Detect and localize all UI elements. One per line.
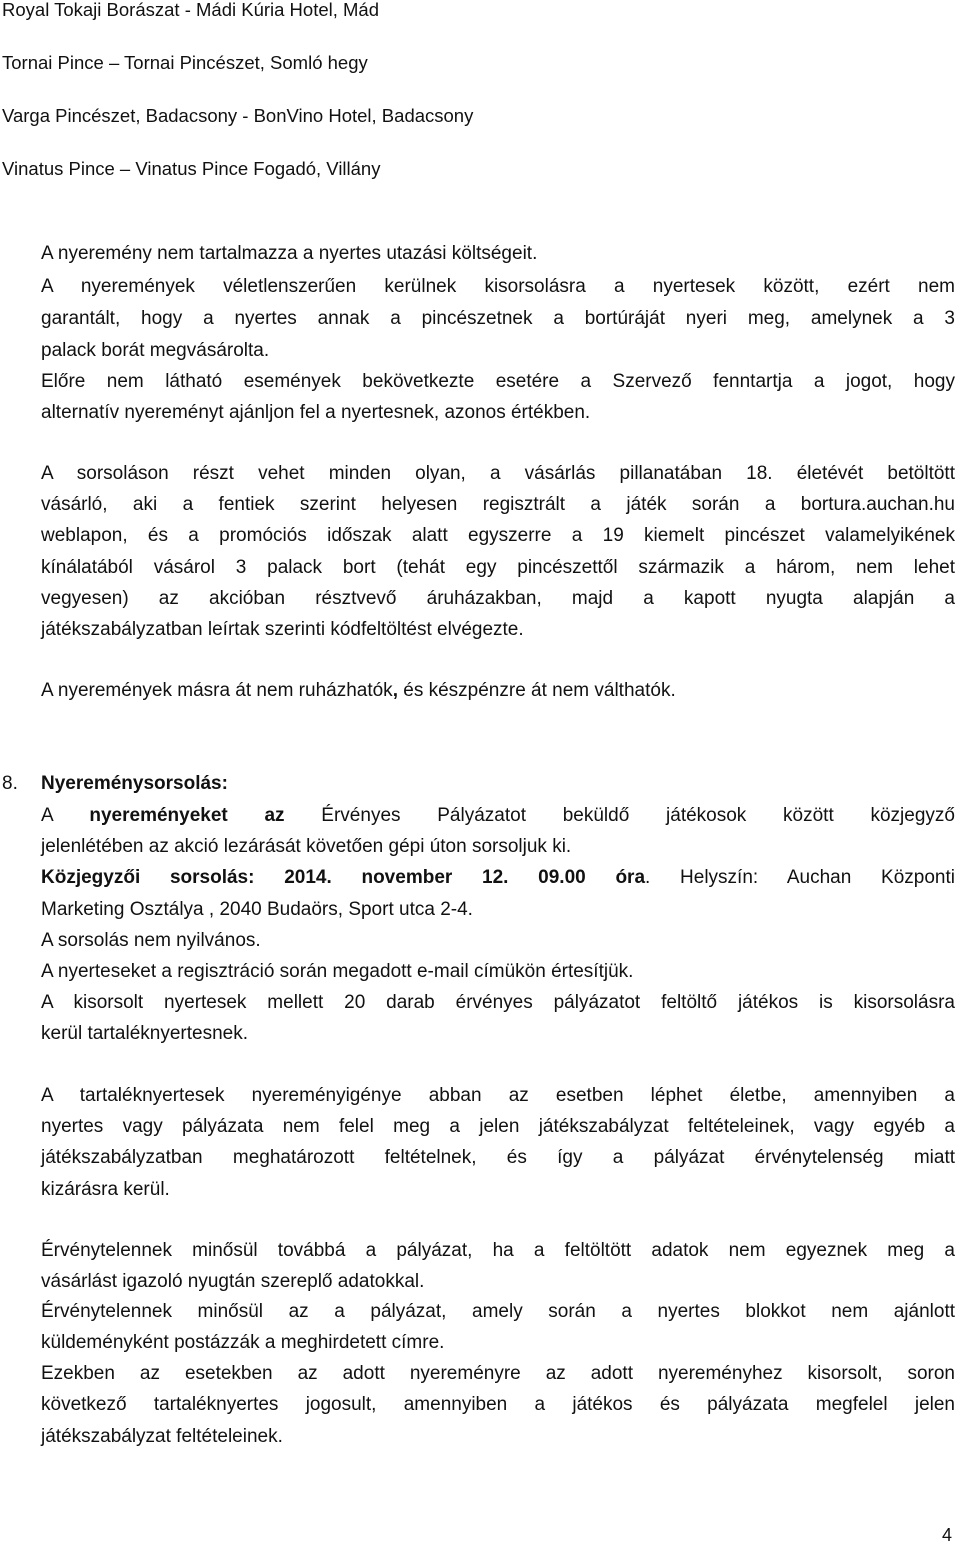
section-title: Nyereménysorsolás: [41, 773, 228, 794]
paragraph-line: Ezekben az esetekben az adott nyereményre az adott nyereményhez kisorsolt, soron [41, 1363, 955, 1384]
winery-list-item: Royal Tokaji Borászat - Mádi Kúria Hotel, Mád [2, 0, 380, 20]
text-run-bold: nyereményeket az [89, 805, 285, 826]
paragraph-line: vegyesen) az akcióban résztvevő áruházakban, majd a kapott nyugta alapján a [41, 588, 955, 609]
text-run: és készpénzre át nem válthatók. [397, 680, 676, 701]
paragraph-line: Marketing Osztálya , 2040 Budaörs, Sport utca 2-4. [41, 899, 473, 920]
paragraph-line: A tartaléknyertesek nyereményigénye abban az esetben léphet életbe, amennyiben a [41, 1085, 955, 1106]
paragraph-line: nyertes vagy pályázata nem felel meg a jelen játékszabályzat feltételeinek, vagy egyéb a [41, 1116, 955, 1137]
paragraph-line: garantált, hogy a nyertes annak a pincészetnek a bortúráját nyeri meg, amelynek a 3 [41, 308, 955, 329]
paragraph-line: alternatív nyereményt ajánljon fel a nyertesnek, azonos értékben. [41, 402, 591, 423]
paragraph-line: Érvénytelennek minősül továbbá a pályázat, ha a feltöltött adatok nem egyeznek meg a [41, 1240, 955, 1261]
paragraph-line: játékszabályzat feltételeinek. [41, 1426, 283, 1447]
paragraph-line [41, 866, 955, 890]
paragraph-line: játékszabályzatban meghatározott feltételnek, és így a pályázat érvénytelenség miatt [41, 1147, 955, 1168]
paragraph-line: A kisorsolt nyertesek mellett 20 darab érvényes pályázatot feltöltő játékos is kisorsolásra [41, 992, 955, 1013]
paragraph-line: A sorsolás nem nyilvános. [41, 930, 261, 951]
winery-list-item: Varga Pincészet, Badacsony - BonVino Hotel, Badacsony [2, 105, 474, 126]
text-run: A nyeremények másra át nem ruházhatók [41, 680, 393, 701]
text-run: A [41, 805, 90, 826]
paragraph-line [41, 679, 955, 703]
paragraph-line: Érvénytelennek minősül az a pályázat, amely során a nyertes blokkot nem ajánlott [41, 1301, 955, 1322]
paragraph-line: A nyeremény nem tartalmazza a nyertes utazási költségeit. [41, 243, 538, 264]
paragraph-line: kizárásra kerül. [41, 1179, 170, 1200]
section-number: 8. [2, 773, 18, 794]
text-run-bold: Közjegyzői sorsolás: 2014. november 12. 09.00 óra [41, 867, 646, 888]
paragraph-line [41, 804, 955, 828]
paragraph-line: Előre nem látható események bekövetkezte esetére a Szervező fenntartja a jogot, hogy [41, 371, 955, 392]
paragraph-line: jelenlétében az akció lezárását követően gépi úton sorsoljuk ki. [41, 836, 572, 857]
paragraph-line: következő tartaléknyertes jogosult, amennyiben a játékos és pályázata megfelel jelen [41, 1394, 955, 1415]
paragraph-line: vásárlást igazoló nyugtán szereplő adatokkal. [41, 1271, 425, 1292]
winery-list-item: Vinatus Pince – Vinatus Pince Fogadó, Villány [2, 158, 381, 179]
paragraph-line: A sorsoláson részt vehet minden olyan, a vásárlás pillanatában 18. életévét betöltött [41, 463, 955, 484]
paragraph-line: palack borát megvásárolta. [41, 340, 270, 361]
winery-list-item: Tornai Pince – Tornai Pincészet, Somló hegy [2, 52, 368, 73]
paragraph-line: weblapon, és a promóciós időszak alatt egyszerre a 19 kiemelt pincészet valamelyikének [41, 525, 955, 546]
paragraph-line: kínálatából vásárol 3 palack bort (tehát egy pincészettől származik a három, nem lehet [41, 557, 955, 578]
text-run-bold: , [392, 680, 398, 701]
paragraph-line: küldeményként postázzák a meghirdetett címre. [41, 1332, 445, 1353]
paragraph-line: vásárló, aki a fentiek szerint helyesen regisztrált a játék során a bortura.auchan.hu [41, 494, 955, 515]
paragraph-line: játékszabályzatban leírtak szerinti kódfeltöltést elvégezte. [41, 619, 524, 640]
paragraph-line: kerül tartaléknyertesnek. [41, 1023, 248, 1044]
page-number: 4 [941, 1525, 952, 1545]
paragraph-line: A nyerteseket a regisztráció során megadott e-mail címükön értesítjük. [41, 961, 634, 982]
paragraph-line: A nyeremények véletlenszerűen kerülnek kisorsolásra a nyertesek között, ezért nem [41, 276, 955, 297]
text-run: . Helyszín: Auchan Központi [645, 867, 955, 888]
text-run: Érvényes Pályázatot beküldő játékosok között közjegyző [284, 805, 955, 826]
